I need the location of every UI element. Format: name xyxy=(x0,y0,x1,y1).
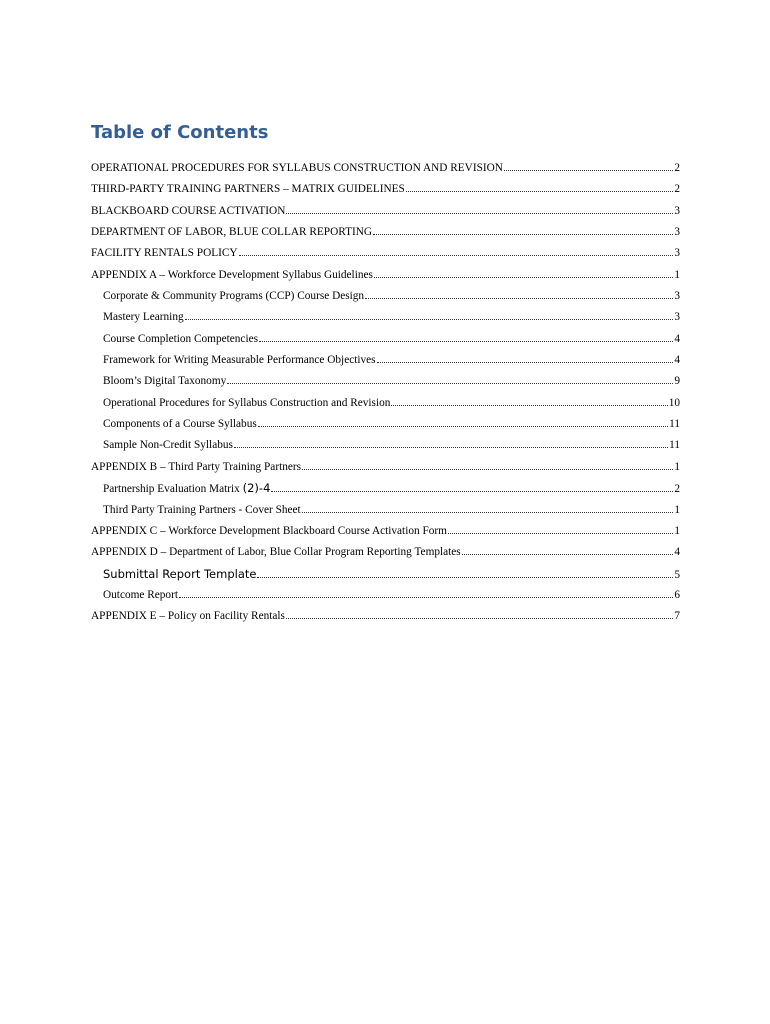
toc-entry[interactable] xyxy=(91,268,680,289)
toc-entry-page[interactable]: 4 xyxy=(674,354,680,367)
toc-entry-page[interactable]: 1 xyxy=(674,268,680,281)
dot-leader xyxy=(373,268,674,278)
dot-leader xyxy=(447,524,674,534)
toc-entry-label[interactable]: Third Party Training Partners - Cover Sheet xyxy=(103,503,301,516)
toc-entry[interactable] xyxy=(91,588,680,609)
dot-leader xyxy=(226,374,674,384)
toc-entry-label[interactable]: Framework for Writing Measurable Performance Objectives xyxy=(103,354,376,367)
toc-entry-label-suffix: (2)-4 xyxy=(242,481,271,496)
toc-entry-page[interactable]: 2 xyxy=(674,162,680,174)
dot-leader xyxy=(372,225,674,235)
toc-entry-label[interactable]: BLACKBOARD COURSE ACTIVATION xyxy=(91,204,286,217)
dot-leader xyxy=(285,609,674,619)
toc-entry-page[interactable]: 2 xyxy=(674,483,680,496)
toc-entry[interactable] xyxy=(91,332,680,353)
toc-entry[interactable] xyxy=(91,545,680,566)
dot-leader xyxy=(256,568,674,578)
toc-entry-page[interactable]: 4 xyxy=(674,332,680,345)
toc-entry-page[interactable]: 3 xyxy=(674,204,680,217)
toc-entry-page[interactable]: 3 xyxy=(674,226,680,239)
toc-entry[interactable] xyxy=(91,438,680,459)
dot-leader xyxy=(285,204,674,214)
toc-entry-label[interactable]: Course Completion Competencies xyxy=(103,332,258,345)
toc-entry-label[interactable]: Sample Non-Credit Syllabus xyxy=(103,439,233,452)
toc-entry-page[interactable]: 5 xyxy=(674,568,680,581)
toc-entry[interactable] xyxy=(91,204,680,225)
dot-leader xyxy=(238,246,675,256)
toc-entry-page[interactable]: 11 xyxy=(669,418,680,431)
toc-entry-label: Partnership Evaluation Matrix xyxy=(103,483,243,496)
toc-entry-label[interactable]: Corporate & Community Programs (CCP) Course Design xyxy=(103,290,365,303)
toc-entry-label[interactable]: OPERATIONAL PROCEDURES FOR SYLLABUS CONSTRUCTION AND REVISION xyxy=(91,162,503,174)
toc-entry-label[interactable]: FACILITY RENTALS POLICY xyxy=(91,247,238,260)
toc-entry[interactable] xyxy=(91,609,680,630)
dot-leader xyxy=(270,482,674,492)
dot-leader xyxy=(503,161,674,171)
toc-entry[interactable] xyxy=(91,567,680,588)
dot-leader xyxy=(178,588,674,598)
toc-entry-label[interactable]: Outcome Report xyxy=(103,588,178,601)
toc-entry-page[interactable]: 6 xyxy=(674,588,680,601)
dot-leader xyxy=(364,289,674,299)
toc-entry-label[interactable]: APPENDIX B – Third Party Training Partners xyxy=(91,460,302,473)
toc-entry-label[interactable]: Components of a Course Syllabus xyxy=(103,418,257,431)
dot-leader xyxy=(390,396,668,406)
toc-entry-page[interactable]: 1 xyxy=(674,503,680,516)
toc-entry[interactable] xyxy=(91,310,680,331)
dot-leader xyxy=(461,545,675,555)
toc-entry-page[interactable]: 3 xyxy=(674,247,680,260)
dot-leader xyxy=(257,417,669,427)
dot-leader xyxy=(405,182,675,192)
toc-entry-label[interactable]: APPENDIX D – Department of Labor, Blue Collar Program Reporting Templates xyxy=(91,546,461,559)
toc-entry[interactable] xyxy=(91,353,680,374)
toc-entry[interactable] xyxy=(91,225,680,246)
toc-entry[interactable] xyxy=(91,503,680,524)
dot-leader xyxy=(184,310,675,320)
toc-entry-page[interactable]: 10 xyxy=(668,396,680,409)
toc-entry-label[interactable]: APPENDIX C – Workforce Development Blackboard Course Activation Form xyxy=(91,524,447,537)
toc-entry[interactable] xyxy=(91,246,680,267)
dot-leader xyxy=(376,353,675,363)
toc-entry-page[interactable]: 1 xyxy=(674,460,680,473)
toc-entry-page[interactable]: 1 xyxy=(674,524,680,537)
toc-entry[interactable] xyxy=(91,374,680,395)
toc-entry[interactable] xyxy=(91,481,680,502)
toc-entry-label-wrap[interactable] xyxy=(103,481,270,495)
dot-leader xyxy=(233,438,669,448)
toc-entry-label[interactable]: DEPARTMENT OF LABOR, BLUE COLLAR REPORTING xyxy=(91,226,373,239)
toc-entry-label[interactable]: Mastery Learning xyxy=(103,311,184,324)
toc-entry-label[interactable]: APPENDIX E – Policy on Facility Rentals xyxy=(91,610,285,623)
toc-title: Table of Contents xyxy=(91,122,269,143)
dot-leader xyxy=(258,332,674,342)
toc-entry-page[interactable]: 3 xyxy=(674,311,680,324)
dot-leader xyxy=(301,460,674,470)
toc-entry-page[interactable]: 4 xyxy=(674,546,680,559)
toc-entry-page[interactable]: 9 xyxy=(674,375,680,388)
toc-entry[interactable] xyxy=(91,460,680,481)
toc-list xyxy=(91,161,680,631)
toc-entry-label[interactable]: APPENDIX A – Workforce Development Syllabus Guidelines xyxy=(91,268,373,281)
toc-entry-page[interactable]: 3 xyxy=(674,290,680,303)
toc-entry[interactable] xyxy=(91,396,680,417)
toc-entry[interactable] xyxy=(91,289,680,310)
toc-entry-label[interactable]: THIRD-PARTY TRAINING PARTNERS – MATRIX GUIDELINES xyxy=(91,183,405,196)
toc-entry-label[interactable]: Operational Procedures for Syllabus Construction and Revision xyxy=(103,396,391,409)
toc-entry-label[interactable]: Submittal Report Template xyxy=(103,566,257,581)
dot-leader xyxy=(301,503,675,513)
toc-entry[interactable] xyxy=(91,417,680,438)
toc-entry[interactable] xyxy=(91,524,680,545)
toc-entry-page[interactable]: 11 xyxy=(669,439,680,452)
toc-entry-page[interactable]: 2 xyxy=(674,183,680,196)
toc-entry-label[interactable]: Bloom’s Digital Taxonomy xyxy=(103,375,227,388)
toc-entry[interactable] xyxy=(91,182,680,203)
toc-entry-page[interactable]: 7 xyxy=(674,610,680,623)
toc-entry[interactable] xyxy=(91,161,680,182)
